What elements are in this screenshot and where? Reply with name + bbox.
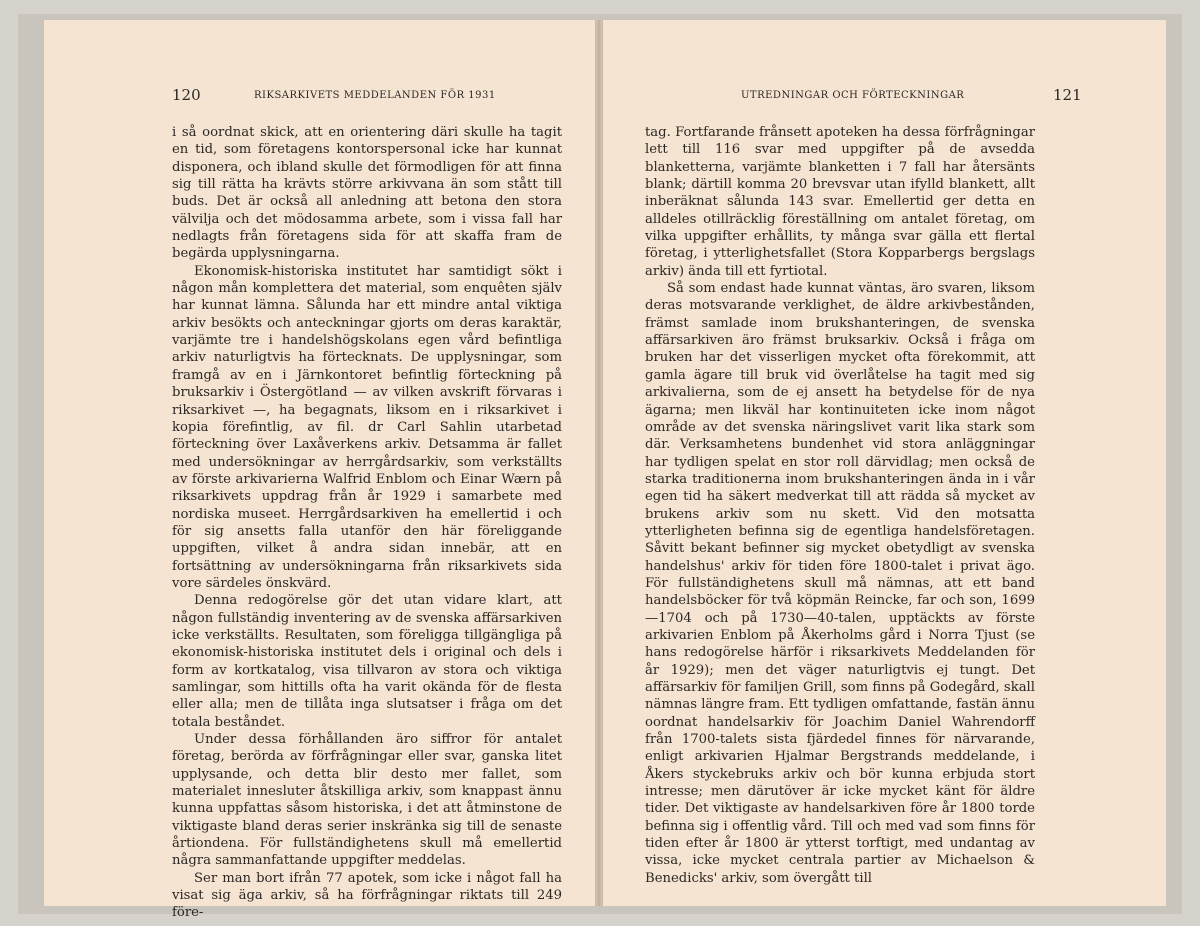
open-book <box>44 20 1166 921</box>
left-paragraph-2: Ekonomisk-historiska institutet har samtidigt sökt i någon mån komplettera det material, som enquêten själv har kunnat lämna. Sålunda har ett mindre antal viktiga arkiv besökts och anteckningar gjorts om deras karaktär, varjämte tre i handelshögskolans egen vård befintliga arkiv naturligtvis ha förtecknats. De upplysningar, som framgå av en i Järnkontoret befintlig förteckning på bruksarkiv i Östergötland — av vilken avskrift förvaras i riksarkivet —, ha begagnats, liksom en i riksarkivet i kopia förefintlig, av fil. dr Carl Sahlin utarbetad förteckning över Laxåverkens arkiv. Detsamma är fallet med undersökningar av herrgårdsarkiv, som verkställts av förste arkivarierna Walfrid Enblom och Einar Wærn på riksarkivets uppdrag från år 1929 i samarbete med nordiska museet. Herrgårdsarkiven ha emellertid i och för sig ansetts falla utanför den här föreliggande uppgiften, vilket å andra sidan innebär, att en fortsättning av undersökningarna från riksarkivets sida vore särdeles önskvärd. <box>172 263 562 591</box>
right-page-text <box>645 124 1035 887</box>
right-running-head: UTREDNINGAR OCH FÖRTECKNINGAR <box>741 90 965 101</box>
left-paragraph-1: i så oordnat skick, att en orientering däri skulle ha tagit en tid, som företagens kontorspersonal icke har kunnat disponera, och ibland skulle det förmodligen för att finna sig till rätta ha krävts större arkivvana än som stått till buds. Det är också all anledning att betona den stora välvilja och det mödosamma arbete, som i vissa fall har nedlagts från företagens sida för att skaffa fram de begärda upplysningarna. <box>172 125 562 262</box>
left-page <box>44 20 596 921</box>
left-paragraph-5: Ser man bort ifrån 77 apotek, som icke i något fall ha visat sig äga arkiv, så ha förfrågningar riktats till 249 före- <box>172 870 562 921</box>
left-paragraph-4: Under dessa förhållanden äro siffror för antalet företag, berörda av förfrågningar eller svar, ganska litet upplysande, och detta blir desto mer fallet, som materialet innesluter åtskilliga arkiv, som knappast ännu kunna uppfattas såsom historiska, i det att åtminstone de viktigaste bland deras serier inskränka sig till de senaste årtiondena. För fullständighetens skull må emellertid några sammanfattande uppgifter meddelas. <box>172 732 562 869</box>
left-paragraph-3: Denna redogörelse gör det utan vidare klart, att någon fullständig inventering av de svenska affärsarkiven icke verkställts. Resultaten, som föreligga tillgängliga på ekonomisk-historiska institutet dels i original och dels i form av kortkatalog, visa tillvaron av stora och viktiga samlingar, som hittills ofta ha varit okända för de flesta eller alla; men de tillåta inga slutsatser i fråga om det totala beståndet. <box>172 593 562 730</box>
left-page-text <box>172 124 562 922</box>
left-page-number: 120 <box>172 86 201 104</box>
right-page-number: 121 <box>1053 86 1082 104</box>
left-running-head: RIKSARKIVETS MEDDELANDEN FÖR 1931 <box>254 90 496 101</box>
right-page <box>602 20 1166 906</box>
right-paragraph-2: Så som endast hade kunnat väntas, äro svaren, liksom deras motsvarande verklighet, de äldre arkivbestånden, främst samlade inom brukshanteringen, de svenska affärsarkiven äro främst bruksarkiv. Också i fråga om bruken har det visserligen mycket ofta förekommit, att gamla ägare till bruk vid överlåtelse ha tagit med sig arkivalierna, som de ej ansett ha betydelse för de nya ägarna; men likväl har kontinuiteten icke inom något område av det svenska näringslivet varit lika stark som där. Verksamhetens bundenhet vid stora anläggningar har tydligen spelat en stor roll därvidlag; men också de starka traditionerna inom brukshanteringen ända in i vår egen tid ha säkert medverkat till att rädda så mycket av brukens arkiv som nu skett. Vid den motsatta ytterligheten befinna sig de egentliga handelsföretagen. Såvitt bekant befinner sig mycket obetydligt av svenska handelshus' arkiv för tiden före 1800-talet i privat ägo. För fullständighetens skull må nämnas, att ett band handelsböcker för två köpmän Reincke, far och son, 1699—1704 och på 1730—40-talen, upptäckts av förste arkivarien Enblom på Åkerholms gård i Norra Tjust (se hans redogörelse härför i riksarkivets Meddelanden för år 1929); men det väger naturligtvis ej tungt. Det affärsarkiv för familjen Grill, som finns på Godegård, skall nämnas längre fram. Ett tydligen omfattande, fastän ännu oordnat handelsarkiv för Joachim Daniel Wahrendorff från 1700-talets sista fjärdedel finnes för närvarande, enligt arkivarien Hjalmar Bergstrands meddelande, i Åkers styckebruks arkiv och bör kunna erbjuda stort intresse; men därutöver är icke mycket känt för äldre tider. Det viktigaste av handelsarkiven före år 1800 torde befinna sig i offentlig vård. Till och med vad som finns för tiden efter år 1800 är ytterst torftigt, med undantag av vissa, icke mycket centrala partier av Michaelson & Benedicks' arkiv, som övergått till <box>645 281 1035 886</box>
right-paragraph-1: tag. Fortfarande frånsett apoteken ha dessa förfrågningar lett till 116 svar med uppgifter på de avsedda blanketterna, varjämte blanketten i 7 fall har återsänts blank; därtill komma 20 brevsvar utan ifylld blankett, allt inberäknat sålunda 143 svar. Emellertid ger detta en alldeles otillräcklig föreställning om antalet företag, om vilka uppgifter erhållits, ty många svar gälla ett flertal företag, i ytterlighetsfallet (Stora Kopparbergs bergslags arkiv) ända till ett fyrtiotal. <box>645 125 1035 279</box>
